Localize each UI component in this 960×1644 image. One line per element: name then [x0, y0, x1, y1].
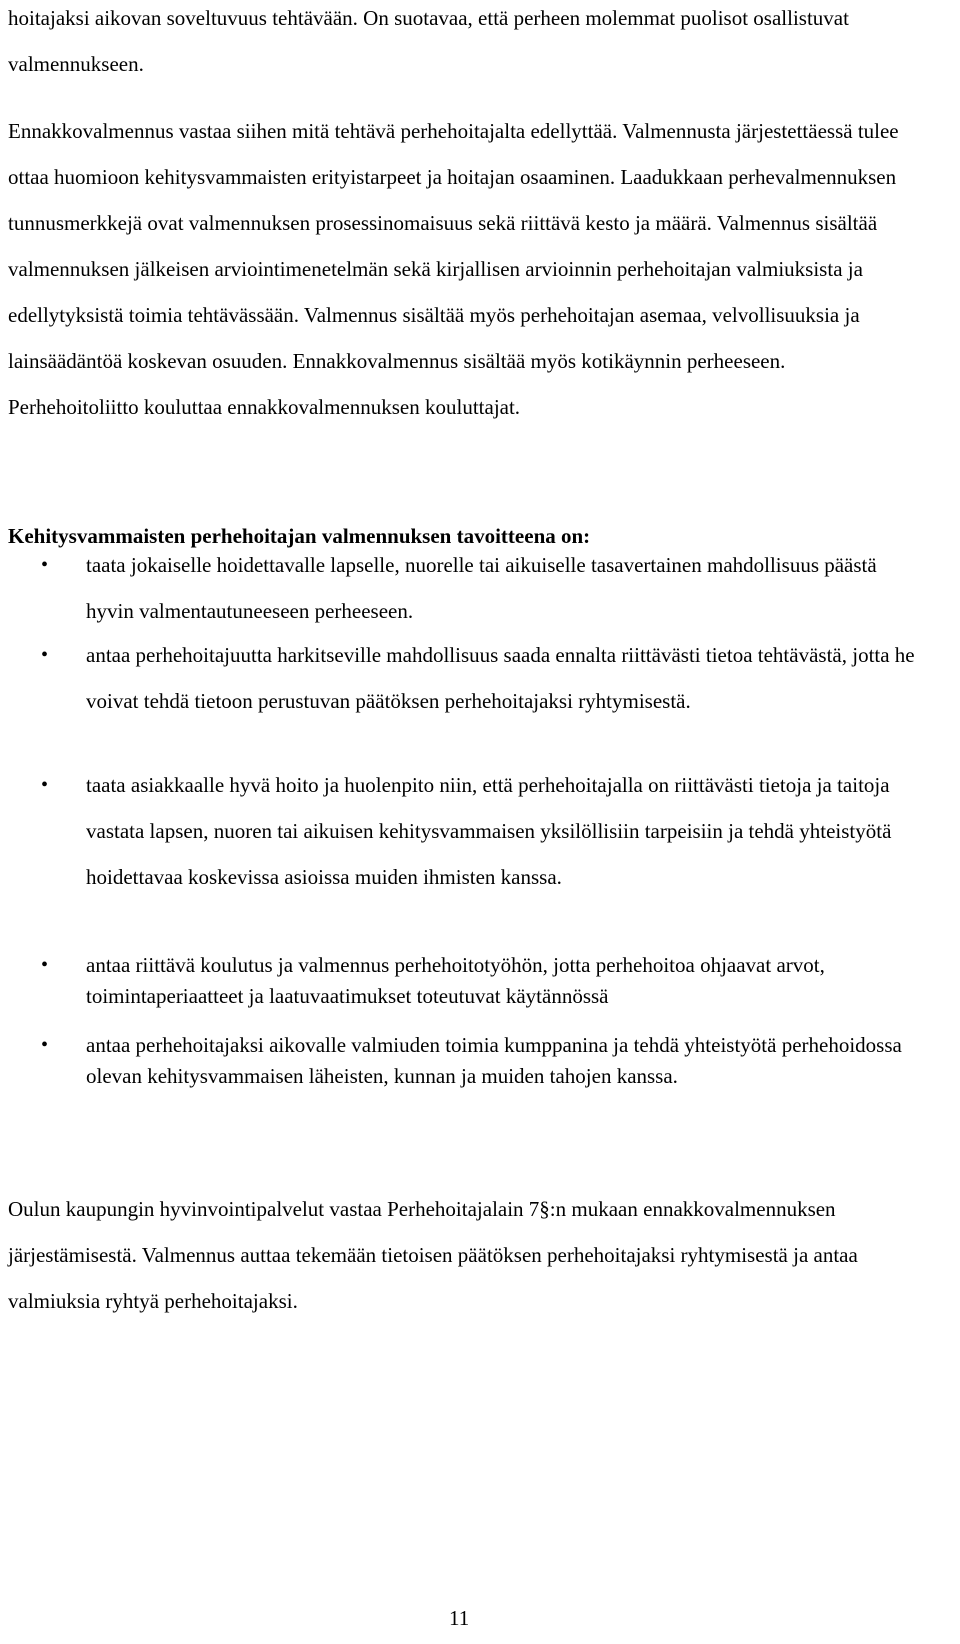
bullet-icon: •	[41, 774, 49, 796]
list-item-text: antaa riittävä koulutus ja valmennus perhehoitotyöhön, jotta perhehoitoa ohjaavat arvot, toimintaperiaatteet ja laatuvaatimukset toteutuvat käytännössä	[86, 953, 825, 1008]
list-item-text: antaa perhehoitajaksi aikovalle valmiuden toimia kumppanina ja tehdä yhteistyötä perhehoidossa olevan kehitysvammaisen läheisten, kunnan ja muiden tahojen kanssa.	[86, 1033, 902, 1088]
bullet-icon: •	[41, 954, 49, 976]
list-item-text: taata jokaiselle hoidettavalle lapselle, nuorelle tai aikuiselle tasavertainen mahdollisuus päästä hyvin valmentautuneeseen perheeseen.	[86, 553, 877, 623]
section-heading: Kehitysvammaisten perhehoitajan valmennuksen tavoitteena on:	[8, 524, 591, 548]
page-number: 11	[449, 1606, 470, 1630]
paragraph-intro-continuation: hoitajaksi aikovan soveltuvuus tehtävään. On suotavaa, että perheen molemmat puolisot osallistuvat valmennukseen.	[8, 6, 849, 76]
document-page	[8, 0, 920, 1644]
bullet-icon: •	[41, 554, 49, 576]
list-item-text: antaa perhehoitajuutta harkitseville mahdollisuus saada ennalta riittävästi tietoa tehtävästä, jotta he voivat tehdä tietoon perustuvan päätöksen perhehoitajaksi ryhtymisestä.	[86, 643, 915, 713]
bullet-icon: •	[41, 1034, 49, 1056]
paragraph-oulun-kaupunki: Oulun kaupungin hyvinvointipalvelut vastaa Perhehoitajalain 7§:n mukaan ennakkovalmennuksen järjestämisestä. Valmennus auttaa tekemään tietoisen päätöksen perhehoitajaksi ryhtymisestä ja antaa valmiuksia ryhtyä perhehoitajaksi.	[8, 1197, 858, 1313]
bullet-icon: •	[41, 644, 49, 666]
paragraph-ennakkovalmennus: Ennakkovalmennus vastaa siihen mitä tehtävä perhehoitajalta edellyttää. Valmennusta järjestettäessä tulee ottaa huomioon kehitysvammaisten erityistarpeet ja hoitajan osaaminen. Laadukkaan perhevalmennuksen tunnusmerkkejä ovat valmennuksen prosessinomaisuus sekä riittävä kesto ja määrä. Valmennus sisältää valmennuksen jälkeisen arviointimenetelmän sekä kirjallisen arvioinnin perhehoitajan valmiuksista ja edellytyksistä toimia tehtävässään. Valmennus sisältää myös perhehoitajan asemaa, velvollisuuksia ja lainsäädäntöä koskevan osuuden. Ennakkovalmennus sisältää myös kotikäynnin perheeseen. Perhehoitoliitto kouluttaa ennakkovalmennuksen kouluttajat.	[8, 119, 899, 419]
list-item-text: taata asiakkaalle hyvä hoito ja huolenpito niin, että perhehoitajalla on riittävästi tietoja ja taitoja vastata lapsen, nuoren tai aikuisen kehitysvammaisen yksilöllisiin tarpeisiin ja tehdä yhteistyötä hoidettavaa koskevissa asioissa muiden ihmisten kanssa.	[86, 773, 892, 889]
